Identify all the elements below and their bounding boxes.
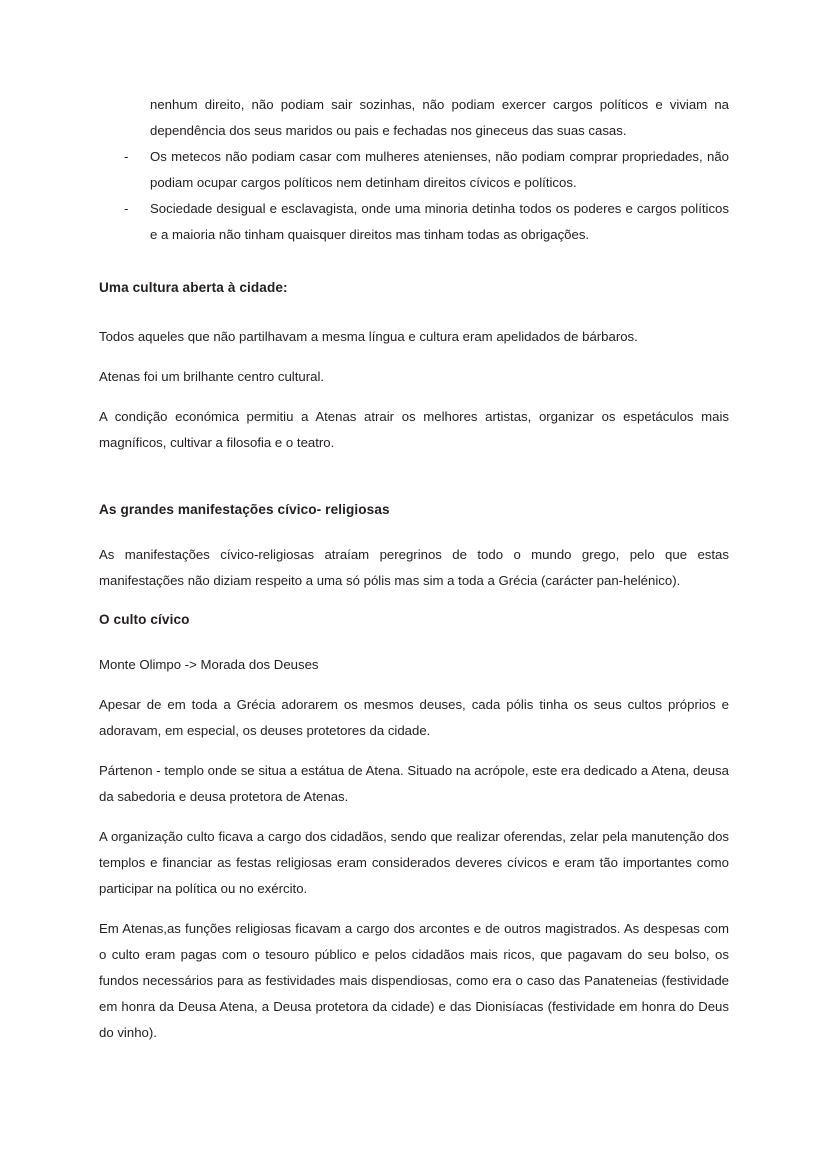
spacer — [99, 350, 729, 364]
list-item — [99, 196, 729, 248]
list-item — [99, 92, 729, 144]
section-heading-culto-civico: O culto cívico — [99, 612, 190, 627]
spacer — [99, 744, 729, 758]
paragraph-manifestacoes: As manifestações cívico-religiosas atraíam peregrinos de todo o mundo grego, pelo que estas manifestações não diziam respeito a uma só pólis mas sim a toda a Grécia (carácter pan-helénico). — [99, 547, 729, 588]
document-body — [99, 92, 729, 1046]
spacer — [99, 486, 729, 500]
bullet-list — [99, 92, 729, 248]
section-heading-manifestacoes: As grandes manifestações cívico- religiosas — [99, 502, 390, 517]
paragraph-deuses-polis: Apesar de em toda a Grécia adorarem os mesmos deuses, cada pólis tinha os seus cultos próprios e adoravam, em especial, os deuses protetores da cidade. — [99, 697, 729, 738]
spacer — [99, 298, 729, 324]
list-item-text: Os metecos não podiam casar com mulheres atenienses, não podiam comprar propriedades, não podiam ocupar cargos políticos nem detinham direitos cívicos e políticos. — [150, 149, 729, 190]
spacer — [99, 594, 729, 610]
paragraph-partenon: Pártenon - templo onde se situa a estátua de Atena. Situado na acrópole, este era dedicado a Atena, deusa da sabedoria e deusa protetora de Atenas. — [99, 763, 729, 804]
paragraph-funcoes-religiosas: Em Atenas,as funções religiosas ficavam a cargo dos arcontes e de outros magistrados. As despesas com o culto eram pagas com o tesouro público e pelos cidadãos mais ricos, que pagavam do seu bolso, os fundos necessários para as festividades mais dispendiosas, como era o caso das Panateneias (festividade em honra da Deusa Atena, a Deusa protetora da cidade) e das Dionisíacas (festividade em honra do Deus do vinho). — [99, 921, 729, 1040]
spacer — [99, 678, 729, 692]
spacer — [99, 902, 729, 916]
bullet-hyphen-icon: - — [124, 149, 129, 164]
list-item — [99, 144, 729, 196]
spacer — [99, 520, 729, 542]
spacer — [99, 630, 729, 652]
spacer — [99, 810, 729, 824]
list-item-text: Sociedade desigual e esclavagista, onde uma minoria detinha todos os poderes e cargos políticos e a maioria não tinham quaisquer direitos mas tinham todas as obrigações. — [150, 201, 729, 242]
list-item-text: nenhum direito, não podiam sair sozinhas, não podiam exercer cargos políticos e viviam na dependência dos seus maridos ou pais e fechadas nos gineceus das suas casas. — [150, 97, 729, 138]
spacer — [99, 390, 729, 404]
spacer — [99, 248, 729, 278]
paragraph-monte-olimpo: Monte Olimpo -> Morada dos Deuses — [99, 657, 319, 672]
spacer — [99, 456, 729, 486]
bullet-hyphen-icon: - — [124, 201, 129, 216]
paragraph-organizacao-culto: A organização culto ficava a cargo dos cidadãos, sendo que realizar oferendas, zelar pela manutenção dos templos e financiar as festas religiosas eram considerados deveres cívicos e eram tão importantes como participar na política ou no exército. — [99, 829, 729, 896]
paragraph-centro-cultural: Atenas foi um brilhante centro cultural. — [99, 369, 325, 384]
section-heading-cultura: Uma cultura aberta à cidade: — [99, 280, 288, 295]
paragraph-barbaros: Todos aqueles que não partilhavam a mesma língua e cultura eram apelidados de bárbaros. — [99, 329, 638, 344]
paragraph-condicao-economica: A condição económica permitiu a Atenas atrair os melhores artistas, organizar os espetáculos mais magníficos, cultivar a filosofia e o teatro. — [99, 409, 729, 450]
